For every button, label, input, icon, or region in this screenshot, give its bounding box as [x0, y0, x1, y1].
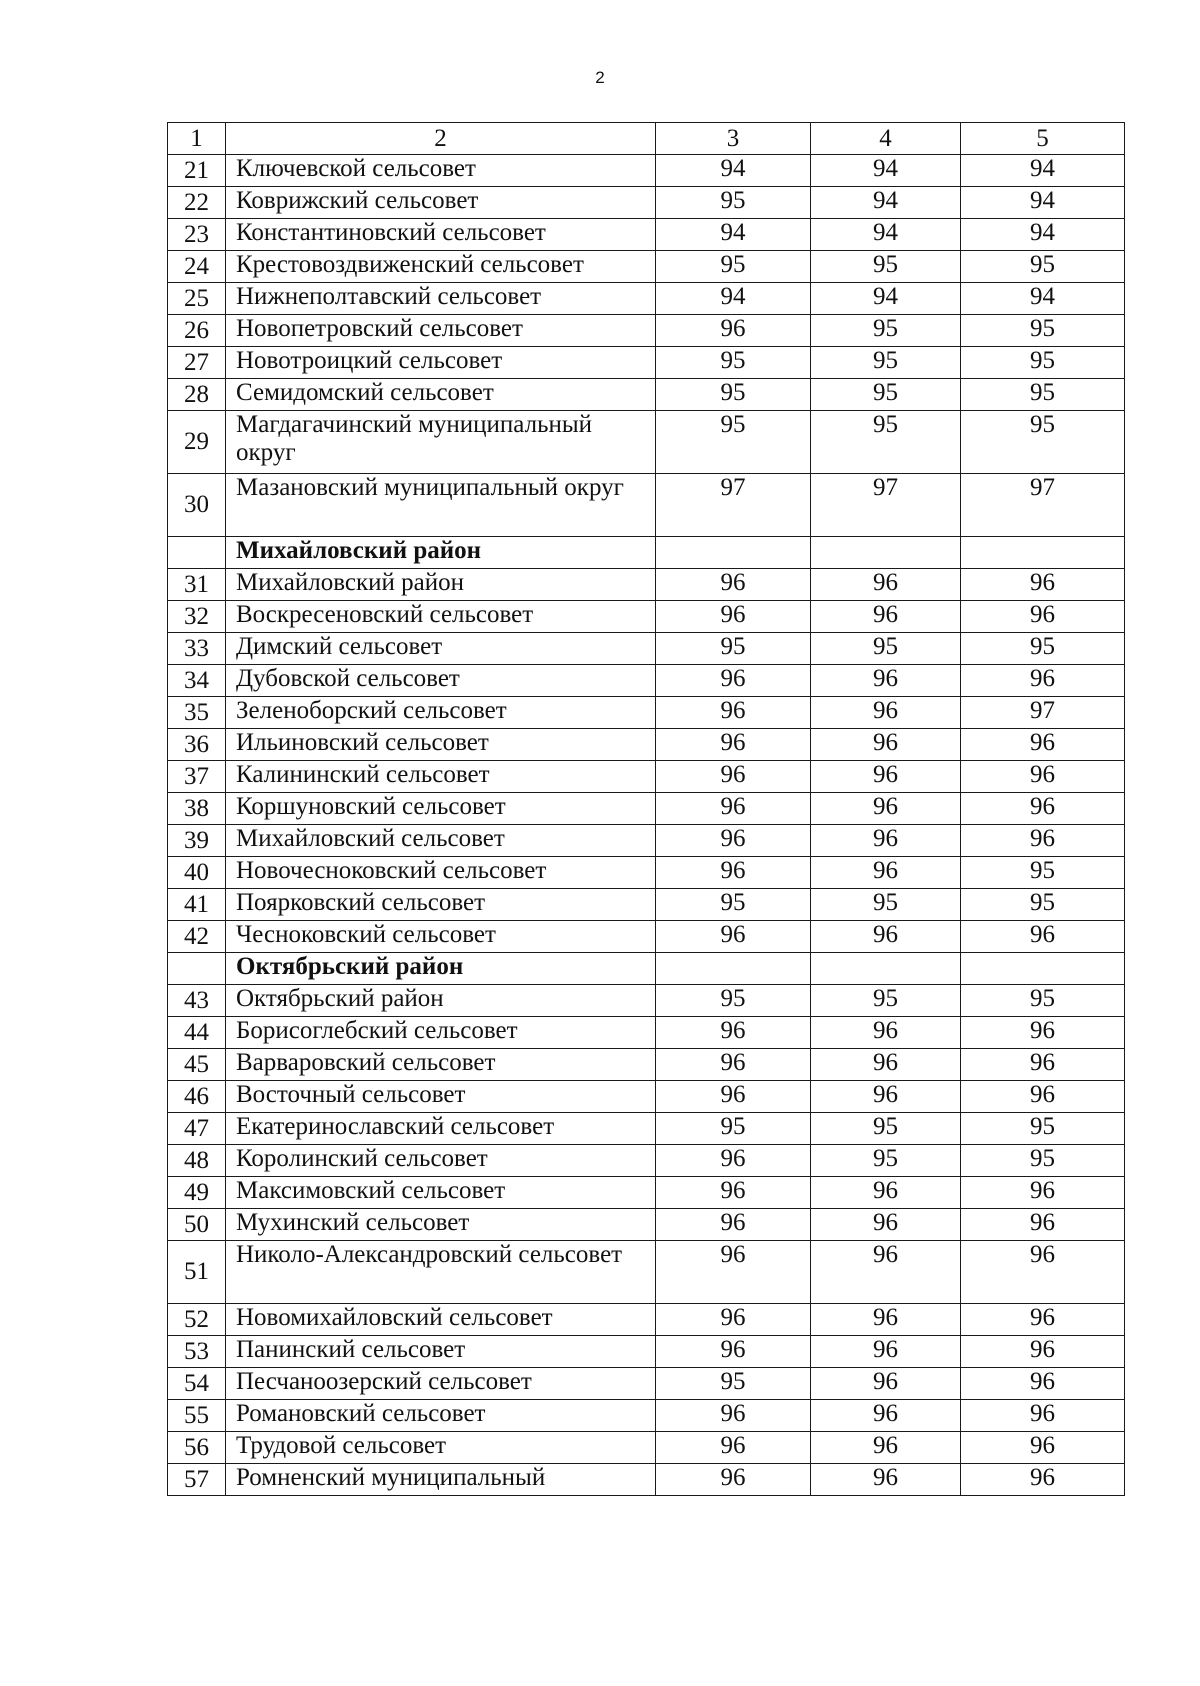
row-name-cell: Октябрьский район: [226, 985, 656, 1017]
value-cell-col3: 96: [656, 665, 811, 697]
value-cell-col4: 96: [811, 1017, 961, 1049]
value-cell-col4: 95: [811, 1113, 961, 1145]
value-cell-col5: 95: [961, 985, 1125, 1017]
table-row: [168, 825, 1125, 857]
table-row: [168, 729, 1125, 761]
section-title: Октябрьский район: [226, 953, 656, 985]
value-cell-col3: 95: [656, 633, 811, 665]
row-number-cell: 40: [168, 857, 226, 889]
value-cell-col3: 96: [656, 601, 811, 633]
value-cell-col5: 97: [961, 697, 1125, 729]
table-row: [168, 569, 1125, 601]
value-cell-col5: 96: [961, 569, 1125, 601]
value-cell-col4: 96: [811, 1081, 961, 1113]
row-name-cell: Ключевской сельсовет: [226, 155, 656, 187]
value-cell-col5: [961, 537, 1125, 569]
value-cell-col3: 95: [656, 411, 811, 474]
value-cell-col4: 94: [811, 219, 961, 251]
row-number-cell: 25: [168, 283, 226, 315]
value-cell-col5: 94: [961, 283, 1125, 315]
value-cell-col4: 94: [811, 155, 961, 187]
row-number-cell: 52: [168, 1304, 226, 1336]
value-cell-col4: 95: [811, 889, 961, 921]
row-number-cell: 31: [168, 569, 226, 601]
table-row: [168, 1368, 1125, 1400]
table-row: [168, 187, 1125, 219]
value-cell-col3: 96: [656, 825, 811, 857]
value-cell-col3: 96: [656, 569, 811, 601]
section-header-row: [168, 953, 1125, 985]
table-row: [168, 474, 1125, 537]
value-cell-col5: 94: [961, 155, 1125, 187]
row-number-cell: 34: [168, 665, 226, 697]
value-cell-col5: 95: [961, 633, 1125, 665]
row-number-cell: 48: [168, 1145, 226, 1177]
row-name-cell: Восточный сельсовет: [226, 1081, 656, 1113]
value-cell-col3: 96: [656, 1049, 811, 1081]
value-cell-col5: 96: [961, 1081, 1125, 1113]
value-cell-col5: 96: [961, 921, 1125, 953]
row-number-cell: 43: [168, 985, 226, 1017]
value-cell-col3: 96: [656, 697, 811, 729]
row-name-cell: Семидомский сельсовет: [226, 379, 656, 411]
row-number-cell: 36: [168, 729, 226, 761]
table-row: [168, 1336, 1125, 1368]
row-number-cell: 44: [168, 1017, 226, 1049]
value-cell-col5: 96: [961, 601, 1125, 633]
table-row: [168, 1432, 1125, 1464]
row-number-cell: 33: [168, 633, 226, 665]
row-name-cell: Варваровский сельсовет: [226, 1049, 656, 1081]
table-row: [168, 921, 1125, 953]
value-cell-col4: 94: [811, 283, 961, 315]
value-cell-col5: 96: [961, 1209, 1125, 1241]
value-cell-col4: 96: [811, 857, 961, 889]
value-cell-col4: 94: [811, 187, 961, 219]
value-cell-col3: 96: [656, 857, 811, 889]
value-cell-col4: 95: [811, 411, 961, 474]
value-cell-col3: 96: [656, 1464, 811, 1496]
value-cell-col5: 95: [961, 889, 1125, 921]
value-cell-col5: 95: [961, 315, 1125, 347]
value-cell-col5: 94: [961, 187, 1125, 219]
table-body: [168, 123, 1125, 1496]
row-name-cell: Коршуновский сельсовет: [226, 793, 656, 825]
value-cell-col5: 96: [961, 1177, 1125, 1209]
table-row: [168, 1145, 1125, 1177]
table-row: [168, 633, 1125, 665]
value-cell-col5: 96: [961, 1464, 1125, 1496]
row-name-cell: Дубовской сельсовет: [226, 665, 656, 697]
value-cell-col3: 95: [656, 1368, 811, 1400]
row-number-cell: 53: [168, 1336, 226, 1368]
value-cell-col4: [811, 953, 961, 985]
table-row: [168, 1017, 1125, 1049]
row-name-cell: Борисоглебский сельсовет: [226, 1017, 656, 1049]
row-number-cell: 38: [168, 793, 226, 825]
row-number-cell: [168, 953, 226, 985]
section-title: Михайловский район: [226, 537, 656, 569]
value-cell-col4: 96: [811, 665, 961, 697]
value-cell-col4: 96: [811, 729, 961, 761]
value-cell-col4: 96: [811, 1432, 961, 1464]
value-cell-col3: 95: [656, 347, 811, 379]
row-name-cell: Романовский сельсовет: [226, 1400, 656, 1432]
section-header-row: [168, 537, 1125, 569]
table-row: [168, 219, 1125, 251]
value-cell-col4: [811, 537, 961, 569]
row-name-cell: Чесноковский сельсовет: [226, 921, 656, 953]
value-cell-col3: 95: [656, 889, 811, 921]
table-row: [168, 697, 1125, 729]
row-number-cell: 57: [168, 1464, 226, 1496]
row-name-cell: Крестовоздвиженский сельсовет: [226, 251, 656, 283]
row-number-cell: 22: [168, 187, 226, 219]
row-number-cell: 42: [168, 921, 226, 953]
value-cell-col4: 97: [811, 474, 961, 537]
value-cell-col3: 96: [656, 761, 811, 793]
row-number-cell: 37: [168, 761, 226, 793]
row-name-cell: Нижнеполтавский сельсовет: [226, 283, 656, 315]
table-row: [168, 283, 1125, 315]
row-name-cell: Михайловский район: [226, 569, 656, 601]
value-cell-col3: 95: [656, 251, 811, 283]
value-cell-col5: 94: [961, 219, 1125, 251]
value-cell-col4: 95: [811, 633, 961, 665]
value-cell-col4: 96: [811, 825, 961, 857]
value-cell-col4: 96: [811, 1209, 961, 1241]
value-cell-col4: 95: [811, 347, 961, 379]
value-cell-col5: 96: [961, 1432, 1125, 1464]
row-number-cell: 56: [168, 1432, 226, 1464]
value-cell-col3: 96: [656, 1145, 811, 1177]
row-name-cell: Ромненский муниципальный: [226, 1464, 656, 1496]
table-row: [168, 1081, 1125, 1113]
value-cell-col5: [961, 953, 1125, 985]
row-name-cell: Коврижский сельсовет: [226, 187, 656, 219]
value-cell-col5: 96: [961, 1400, 1125, 1432]
table-row: [168, 1304, 1125, 1336]
value-cell-col4: 95: [811, 379, 961, 411]
value-cell-col4: 96: [811, 1400, 961, 1432]
value-cell-col5: 95: [961, 347, 1125, 379]
value-cell-col3: [656, 537, 811, 569]
value-cell-col3: 95: [656, 985, 811, 1017]
table-row: [168, 793, 1125, 825]
value-cell-col3: 96: [656, 1209, 811, 1241]
row-name-cell: Магдагачинский муниципальный округ: [226, 411, 656, 474]
value-cell-col3: [656, 953, 811, 985]
value-cell-col3: 95: [656, 187, 811, 219]
row-name-cell: Поярковский сельсовет: [226, 889, 656, 921]
row-name-cell: Ильиновский сельсовет: [226, 729, 656, 761]
row-name-cell: Димский сельсовет: [226, 633, 656, 665]
row-number-cell: 29: [168, 411, 226, 474]
value-cell-col5: 96: [961, 793, 1125, 825]
table-row: [168, 1400, 1125, 1432]
row-name-cell: Новотроицкий сельсовет: [226, 347, 656, 379]
row-number-cell: 24: [168, 251, 226, 283]
value-cell-col5: 97: [961, 474, 1125, 537]
value-cell-col5: 96: [961, 1017, 1125, 1049]
value-cell-col3: 97: [656, 474, 811, 537]
table-row: [168, 985, 1125, 1017]
row-number-cell: 54: [168, 1368, 226, 1400]
row-number-cell: 39: [168, 825, 226, 857]
row-name-cell: Михайловский сельсовет: [226, 825, 656, 857]
table-row: [168, 1177, 1125, 1209]
value-cell-col5: 96: [961, 1336, 1125, 1368]
row-number-cell: 51: [168, 1241, 226, 1304]
page-number: 2: [595, 68, 605, 87]
value-cell-col3: 96: [656, 1400, 811, 1432]
row-name-cell: Константиновский сельсовет: [226, 219, 656, 251]
row-name-cell: Зеленоборский сельсовет: [226, 697, 656, 729]
value-cell-col4: 96: [811, 697, 961, 729]
header-cell-col5: 5: [961, 123, 1125, 155]
row-number-cell: 46: [168, 1081, 226, 1113]
table-header-row: [168, 123, 1125, 155]
value-cell-col4: 96: [811, 1464, 961, 1496]
value-cell-col4: 95: [811, 1145, 961, 1177]
value-cell-col4: 96: [811, 601, 961, 633]
row-name-cell: Панинский сельсовет: [226, 1336, 656, 1368]
value-cell-col4: 95: [811, 315, 961, 347]
table-row: [168, 601, 1125, 633]
value-cell-col4: 96: [811, 1304, 961, 1336]
row-number-cell: [168, 537, 226, 569]
value-cell-col4: 96: [811, 569, 961, 601]
table-row: [168, 251, 1125, 283]
value-cell-col3: 95: [656, 1113, 811, 1145]
table-row: [168, 889, 1125, 921]
table-row: [168, 347, 1125, 379]
row-name-cell: Калининский сельсовет: [226, 761, 656, 793]
value-cell-col5: 96: [961, 825, 1125, 857]
row-name-cell: Песчаноозерский сельсовет: [226, 1368, 656, 1400]
row-number-cell: 47: [168, 1113, 226, 1145]
row-name-cell: Николо-Александровский сельсовет: [226, 1241, 656, 1304]
value-cell-col3: 96: [656, 1241, 811, 1304]
value-cell-col4: 96: [811, 1177, 961, 1209]
row-number-cell: 30: [168, 474, 226, 537]
value-cell-col4: 96: [811, 1049, 961, 1081]
value-cell-col3: 95: [656, 379, 811, 411]
value-cell-col4: 96: [811, 921, 961, 953]
table-row: [168, 665, 1125, 697]
value-cell-col5: 96: [961, 1049, 1125, 1081]
table-row: [168, 1209, 1125, 1241]
table-row: [168, 1241, 1125, 1304]
row-name-cell: Новочесноковский сельсовет: [226, 857, 656, 889]
value-cell-col3: 96: [656, 1017, 811, 1049]
row-name-cell: Екатеринославский сельсовет: [226, 1113, 656, 1145]
row-name-cell: Королинский сельсовет: [226, 1145, 656, 1177]
row-number-cell: 45: [168, 1049, 226, 1081]
value-cell-col3: 96: [656, 1081, 811, 1113]
table-row: [168, 761, 1125, 793]
value-cell-col3: 96: [656, 921, 811, 953]
value-cell-col5: 96: [961, 1241, 1125, 1304]
row-number-cell: 41: [168, 889, 226, 921]
table-row: [168, 379, 1125, 411]
row-name-cell: Мухинский сельсовет: [226, 1209, 656, 1241]
table-row: [168, 1113, 1125, 1145]
value-cell-col4: 96: [811, 761, 961, 793]
value-cell-col3: 96: [656, 1177, 811, 1209]
value-cell-col4: 96: [811, 793, 961, 825]
value-cell-col3: 96: [656, 793, 811, 825]
value-cell-col5: 95: [961, 411, 1125, 474]
header-cell-col1: 1: [168, 123, 226, 155]
table-row: [168, 411, 1125, 474]
value-cell-col5: 96: [961, 1368, 1125, 1400]
row-number-cell: 23: [168, 219, 226, 251]
value-cell-col3: 96: [656, 315, 811, 347]
value-cell-col5: 95: [961, 857, 1125, 889]
header-cell-col2: 2: [226, 123, 656, 155]
row-name-cell: Воскресеновский сельсовет: [226, 601, 656, 633]
value-cell-col5: 95: [961, 1145, 1125, 1177]
value-cell-col5: 96: [961, 729, 1125, 761]
value-cell-col5: 96: [961, 665, 1125, 697]
row-number-cell: 28: [168, 379, 226, 411]
row-name-cell: Новомихайловский сельсовет: [226, 1304, 656, 1336]
header-cell-col3: 3: [656, 123, 811, 155]
row-name-cell: Мазановский муниципальный округ: [226, 474, 656, 537]
value-cell-col3: 96: [656, 1304, 811, 1336]
row-name-cell: Максимовский сельсовет: [226, 1177, 656, 1209]
value-cell-col4: 96: [811, 1368, 961, 1400]
value-cell-col3: 96: [656, 1336, 811, 1368]
data-table: [167, 122, 1125, 1496]
row-number-cell: 49: [168, 1177, 226, 1209]
table-row: [168, 1049, 1125, 1081]
value-cell-col3: 94: [656, 155, 811, 187]
value-cell-col5: 95: [961, 379, 1125, 411]
table-row: [168, 315, 1125, 347]
row-number-cell: 26: [168, 315, 226, 347]
table-row: [168, 1464, 1125, 1496]
value-cell-col5: 95: [961, 1113, 1125, 1145]
row-number-cell: 55: [168, 1400, 226, 1432]
header-cell-col4: 4: [811, 123, 961, 155]
table-row: [168, 857, 1125, 889]
value-cell-col4: 96: [811, 1336, 961, 1368]
value-cell-col5: 96: [961, 1304, 1125, 1336]
value-cell-col4: 95: [811, 251, 961, 283]
value-cell-col3: 96: [656, 1432, 811, 1464]
row-number-cell: 35: [168, 697, 226, 729]
value-cell-col3: 94: [656, 219, 811, 251]
value-cell-col5: 96: [961, 761, 1125, 793]
row-number-cell: 21: [168, 155, 226, 187]
row-name-cell: Новопетровский сельсовет: [226, 315, 656, 347]
row-number-cell: 32: [168, 601, 226, 633]
value-cell-col3: 96: [656, 729, 811, 761]
row-number-cell: 27: [168, 347, 226, 379]
table-row: [168, 155, 1125, 187]
value-cell-col4: 95: [811, 985, 961, 1017]
row-name-cell: Трудовой сельсовет: [226, 1432, 656, 1464]
value-cell-col5: 95: [961, 251, 1125, 283]
row-number-cell: 50: [168, 1209, 226, 1241]
value-cell-col4: 96: [811, 1241, 961, 1304]
value-cell-col3: 94: [656, 283, 811, 315]
